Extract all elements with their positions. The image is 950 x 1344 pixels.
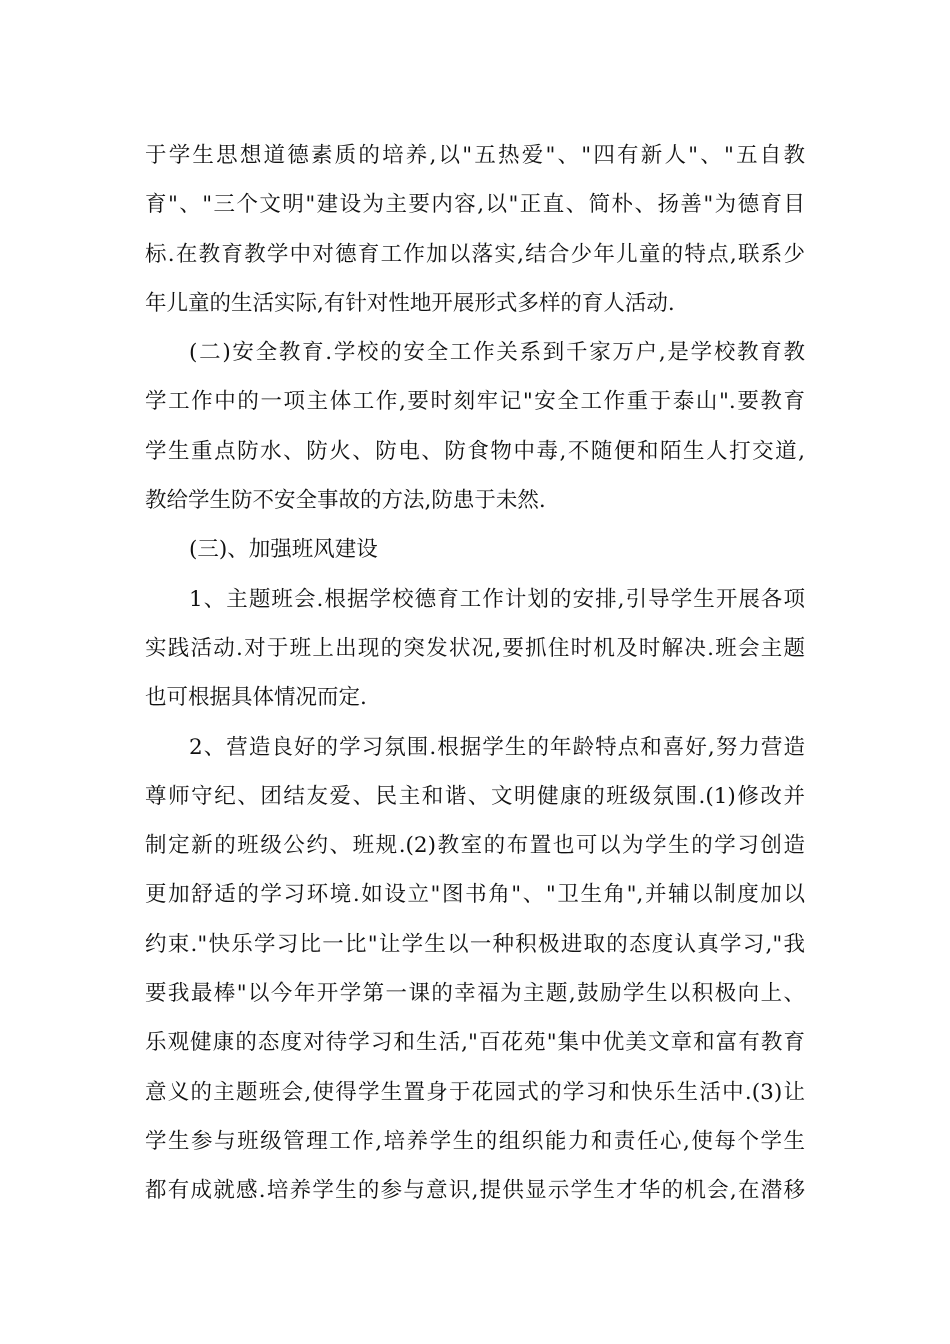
item-2-line-2: 尊师守纪、团结友爱、民主和谐、文明健康的班级氛围.(1)修改并 <box>145 783 805 809</box>
item-2-line-5: 约束."快乐学习比一比"让学生以一种积极进取的态度认真学习,"我 <box>145 931 805 957</box>
paragraph-line-8: 教给学生防不安全事故的方法,防患于未然. <box>145 488 546 514</box>
paragraph-line-1: 于学生思想道德素质的培养,以"五热爱"、"四有新人"、"五自教 <box>145 143 805 168</box>
document-body <box>145 131 805 1216</box>
paragraph-line-3: 标.在教育教学中对德育工作加以落实,结合少年儿童的特点,联系少 <box>145 241 805 267</box>
item-2-line-7: 乐观健康的态度对待学习和生活,"百花苑"集中优美文章和富有教育 <box>145 1030 805 1056</box>
item-2-line-3: 制定新的班级公约、班规.(2)教室的布置也可以为学生的学习创造 <box>145 833 805 859</box>
item-2-line-1: 2、营造良好的学习氛围.根据学生的年龄特点和喜好,努力营造 <box>189 734 805 760</box>
item-1-line-1: 1、主题班会.根据学校德育工作计划的安排,引导学生开展各项 <box>189 586 805 612</box>
paragraph-line-6: 学工作中的一项主体工作,要时刻牢记"安全工作重于泰山".要教育 <box>145 389 805 415</box>
paragraph-line-7: 学生重点防水、防火、防电、防食物中毒,不随便和陌生人打交道, <box>145 438 805 464</box>
item-2-line-8: 意义的主题班会,使得学生置身于花园式的学习和快乐生活中.(3)让 <box>145 1079 805 1105</box>
item-1-line-2: 实践活动.对于班上出现的突发状况,要抓住时机及时解决.班会主题 <box>145 635 805 661</box>
paragraph-line-4: 年儿童的生活实际,有针对性地开展形式多样的育人活动. <box>145 290 675 316</box>
section-safety-heading-line: (二)安全教育.学校的安全工作关系到千家万户,是学校教育教 <box>189 340 805 366</box>
item-1-line-3: 也可根据具体情况而定. <box>145 685 367 711</box>
item-2-line-6: 要我最棒"以今年开学第一课的幸福为主题,鼓励学生以积极向上、 <box>145 981 805 1007</box>
paragraph-line-2: 育"、"三个文明"建设为主要内容,以"正直、简朴、扬善"为德育目 <box>145 192 805 218</box>
section-class-style-heading: (三)、加强班风建设 <box>189 537 378 563</box>
item-2-line-4: 更加舒适的学习环境.如设立"图书角"、"卫生角",并辅以制度加以 <box>145 882 805 908</box>
item-2-line-9: 学生参与班级管理工作,培养学生的组织能力和责任心,使每个学生 <box>145 1128 805 1154</box>
item-2-line-10: 都有成就感.培养学生的参与意识,提供显示学生才华的机会,在潜移 <box>145 1178 805 1204</box>
